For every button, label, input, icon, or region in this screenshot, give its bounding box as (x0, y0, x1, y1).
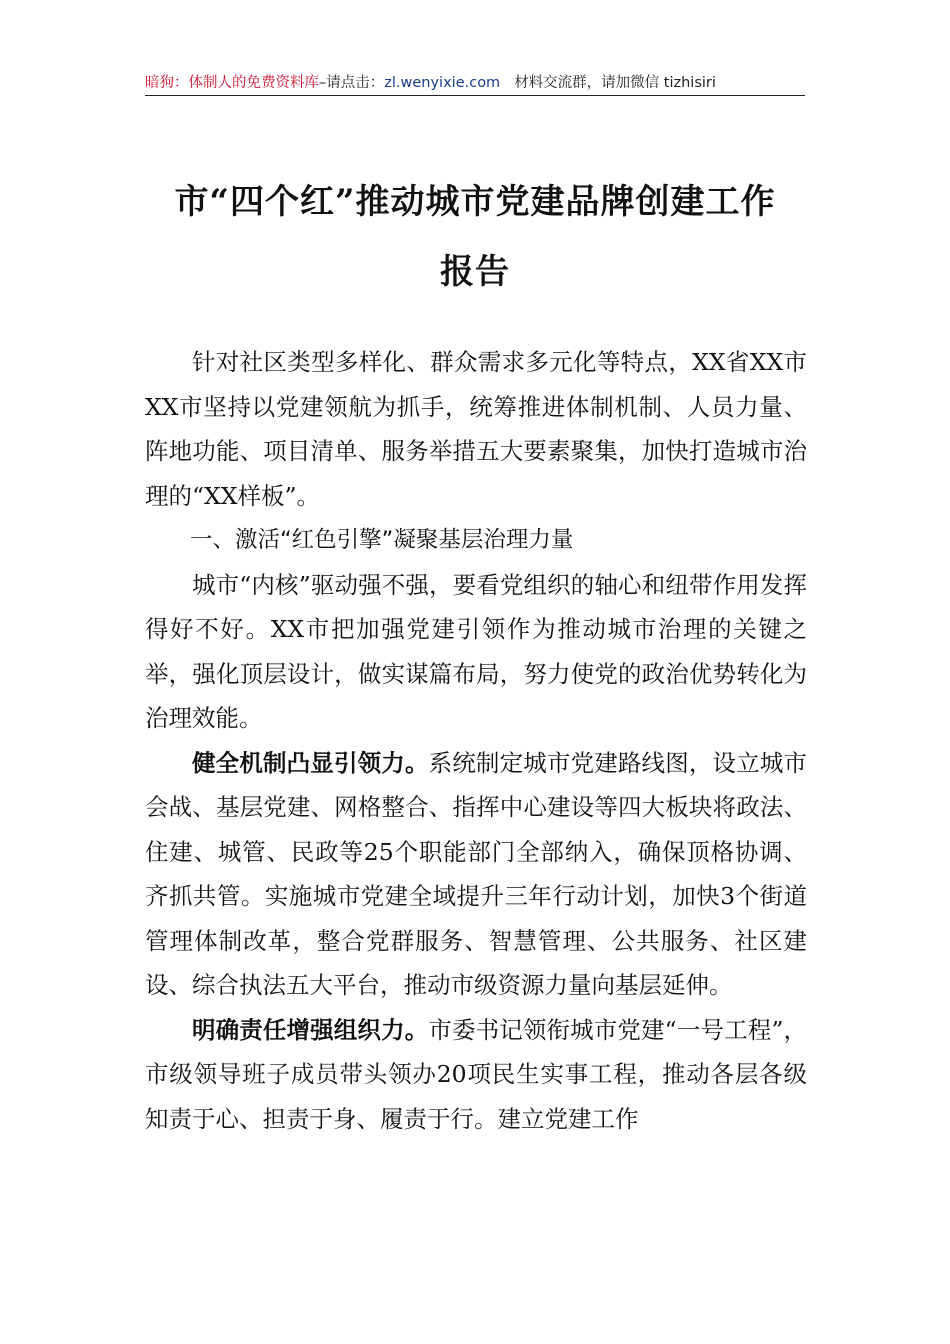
responsibility-body: 市委书记领衔城市党建“一号工程”，市级领导班子成员带头领办20项民生实事工程，推动各层各级知责于心、担责于身、履责于行。建立党建工作 (145, 1015, 808, 1133)
responsibility-paragraph (145, 1008, 807, 1142)
header-prompt: –请点击： (319, 75, 385, 91)
header-brand: 暗狗：体制人的免费资料库 (145, 75, 319, 91)
responsibility-lead: 明确责任增强组织力。 (192, 1015, 429, 1044)
header-contact: 材料交流群，请加微信 tizhisiri (514, 75, 716, 91)
header-divider (145, 95, 805, 96)
header-link[interactable]: zl.wenyixie.com (384, 75, 501, 91)
title-line-2: 报告 (440, 252, 510, 292)
document-title (145, 167, 805, 307)
watermark-header (145, 70, 805, 96)
mechanism-paragraph (145, 741, 807, 1008)
section-heading: 一、激活“红色引擎”凝聚基层治理力量 (190, 527, 574, 553)
mechanism-body: 系统制定城市党建路线图，设立城市会战、基层党建、网格整合、指挥中心建设等四大板块将政法、住建、城管、民政等25个职能部门全部纳入，确保顶格协调、齐抓共管。实施城市党建全域提升三年行动计划，加快3个街道管理体制改革，整合党群服务、智慧管理、公共服务、社区建设、综合执法五大平台，推动市级资源力量向基层延伸。 (145, 748, 808, 999)
title-line-1: 市“四个红”推动城市党建品牌创建工作 (174, 182, 776, 222)
intro-paragraph: 针对社区类型多样化、群众需求多元化等特点，XX省XX市XX市坚持以党建领航为抓手，统筹推进体制机制、人员力量、阵地功能、项目清单、服务举措五大要素聚集，加快打造城市治理的“XX样板”。 (145, 348, 807, 510)
section-intro-paragraph: 城市“内核”驱动强不强，要看党组织的轴心和纽带作用发挥得好不好。XX市把加强党建引领作为推动城市治理的关键之举，强化顶层设计，做实谋篇布局，努力使党的政治优势转化为治理效能。 (145, 570, 807, 732)
document-body (145, 340, 807, 1141)
mechanism-lead: 健全机制凸显引领力。 (192, 748, 429, 777)
